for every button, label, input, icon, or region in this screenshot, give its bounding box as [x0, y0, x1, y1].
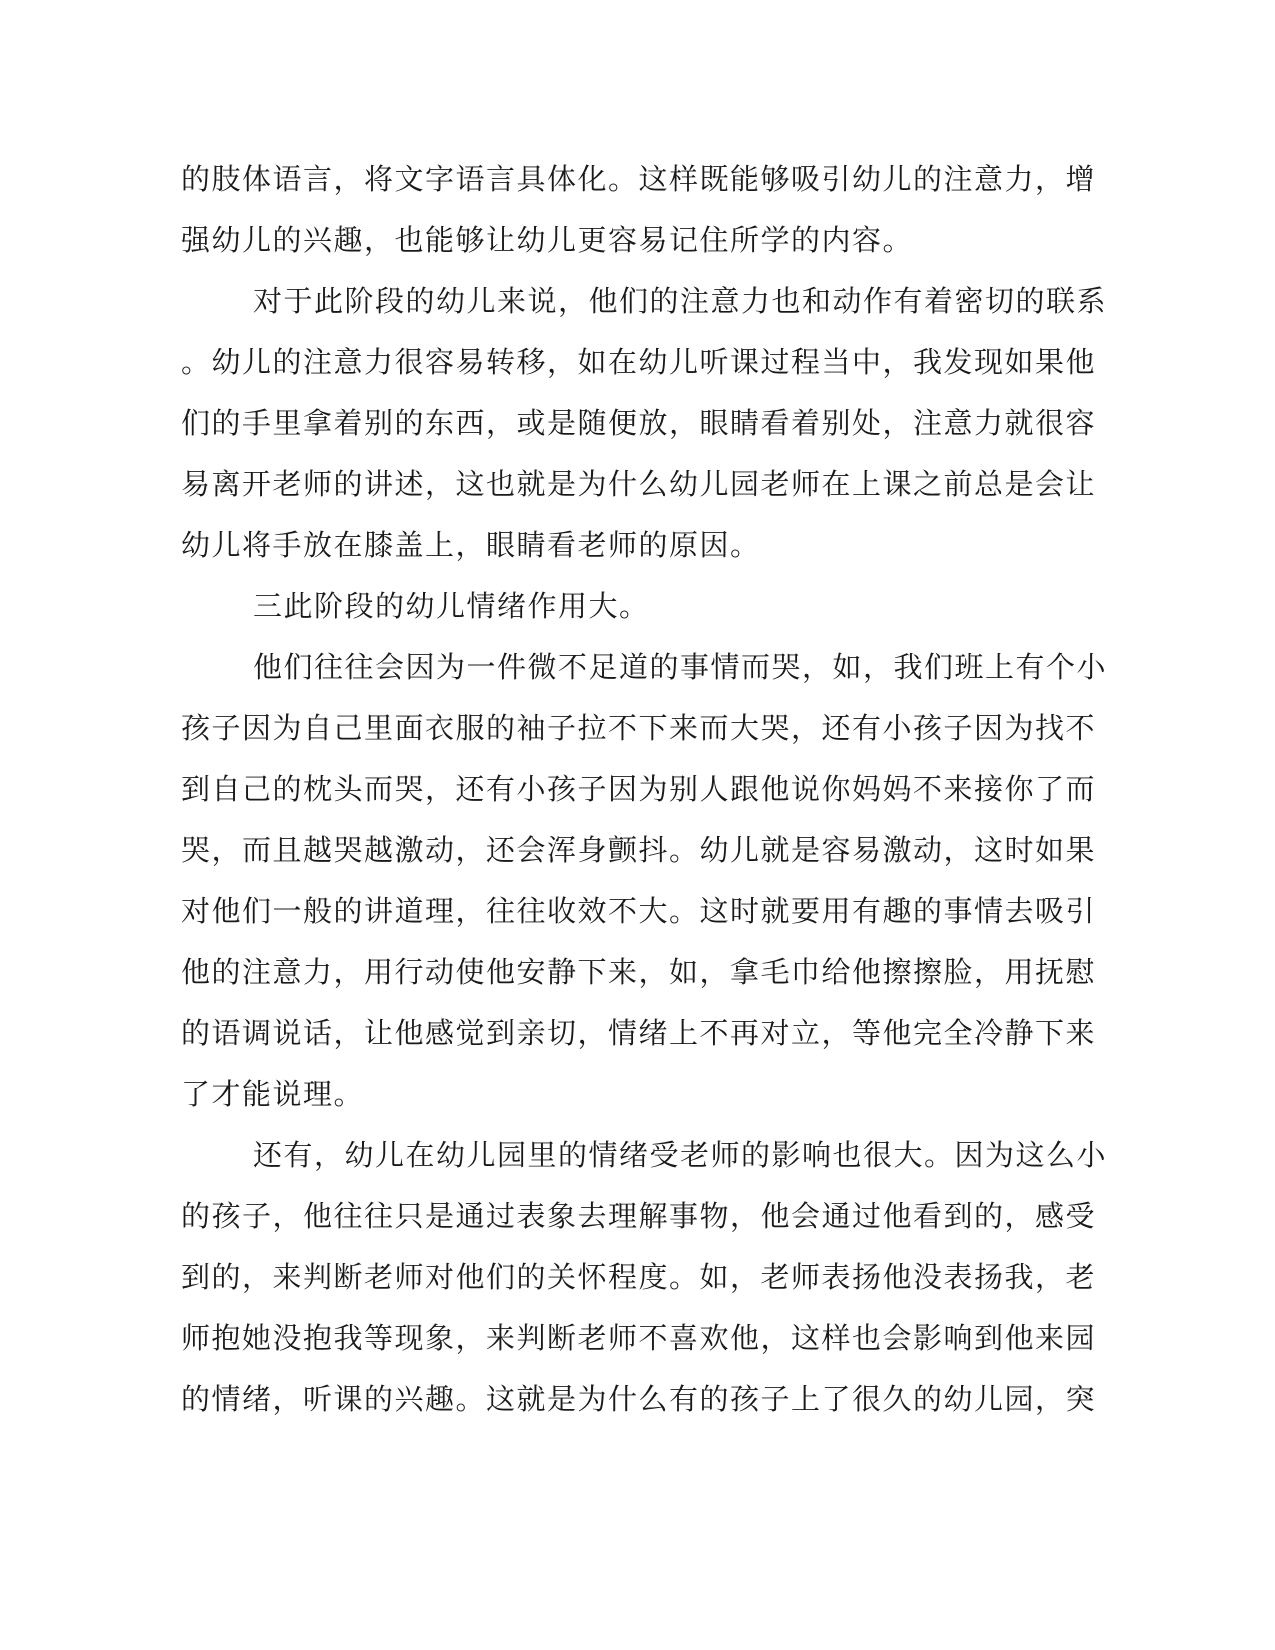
text-line: 到自己的枕头而哭，还有小孩子因为别人跟他说你妈妈不来接你了而	[181, 772, 1097, 806]
text-line: 他们往往会因为一件微不足道的事情而哭，如，我们班上有个小	[253, 650, 1108, 684]
text-line: 易离开老师的讲述，这也就是为什么幼儿园老师在上课之前总是会让	[181, 467, 1097, 501]
text-line: 他的注意力，用行动使他安静下来，如，拿毛巾给他擦擦脸，用抚慰	[181, 955, 1097, 989]
text-line: 了才能说理。	[181, 1077, 365, 1111]
text-line: 对于此阶段的幼儿来说，他们的注意力也和动作有着密切的联系	[253, 284, 1108, 318]
document-body	[181, 149, 1108, 1430]
text-line: 幼儿将手放在膝盖上，眼睛看老师的原因。	[181, 528, 761, 562]
text-line: 还有，幼儿在幼儿园里的情绪受老师的影响也很大。因为这么小	[253, 1138, 1108, 1172]
text-line: 们的手里拿着别的东西，或是随便放，眼睛看着别处，注意力就很容	[181, 406, 1097, 440]
text-line: 的情绪，听课的兴趣。这就是为什么有的孩子上了很久的幼儿园，突	[181, 1382, 1097, 1416]
text-line: 的肢体语言，将文字语言具体化。这样既能够吸引幼儿的注意力，增	[181, 162, 1097, 196]
text-line: 到的，来判断老师对他们的关怀程度。如，老师表扬他没表扬我，老	[181, 1260, 1097, 1294]
text-line: 对他们一般的讲道理，往往收效不大。这时就要用有趣的事情去吸引	[181, 894, 1097, 928]
text-line: 哭，而且越哭越激动，还会浑身颤抖。幼儿就是容易激动，这时如果	[181, 833, 1097, 867]
text-line: 孩子因为自己里面衣服的袖子拉不下来而大哭，还有小孩子因为找不	[181, 711, 1097, 745]
text-line: 的语调说话，让他感觉到亲切，情绪上不再对立，等他完全冷静下来	[181, 1016, 1097, 1050]
text-line: 的孩子，他往往只是通过表象去理解事物，他会通过他看到的，感受	[181, 1199, 1097, 1233]
text-line: 。幼儿的注意力很容易转移，如在幼儿听课过程当中，我发现如果他	[181, 345, 1097, 379]
text-line: 三此阶段的幼儿情绪作用大。	[253, 589, 650, 623]
text-line: 师抱她没抱我等现象，来判断老师不喜欢他，这样也会影响到他来园	[181, 1321, 1097, 1355]
text-line: 强幼儿的兴趣，也能够让幼儿更容易记住所学的内容。	[181, 223, 914, 257]
